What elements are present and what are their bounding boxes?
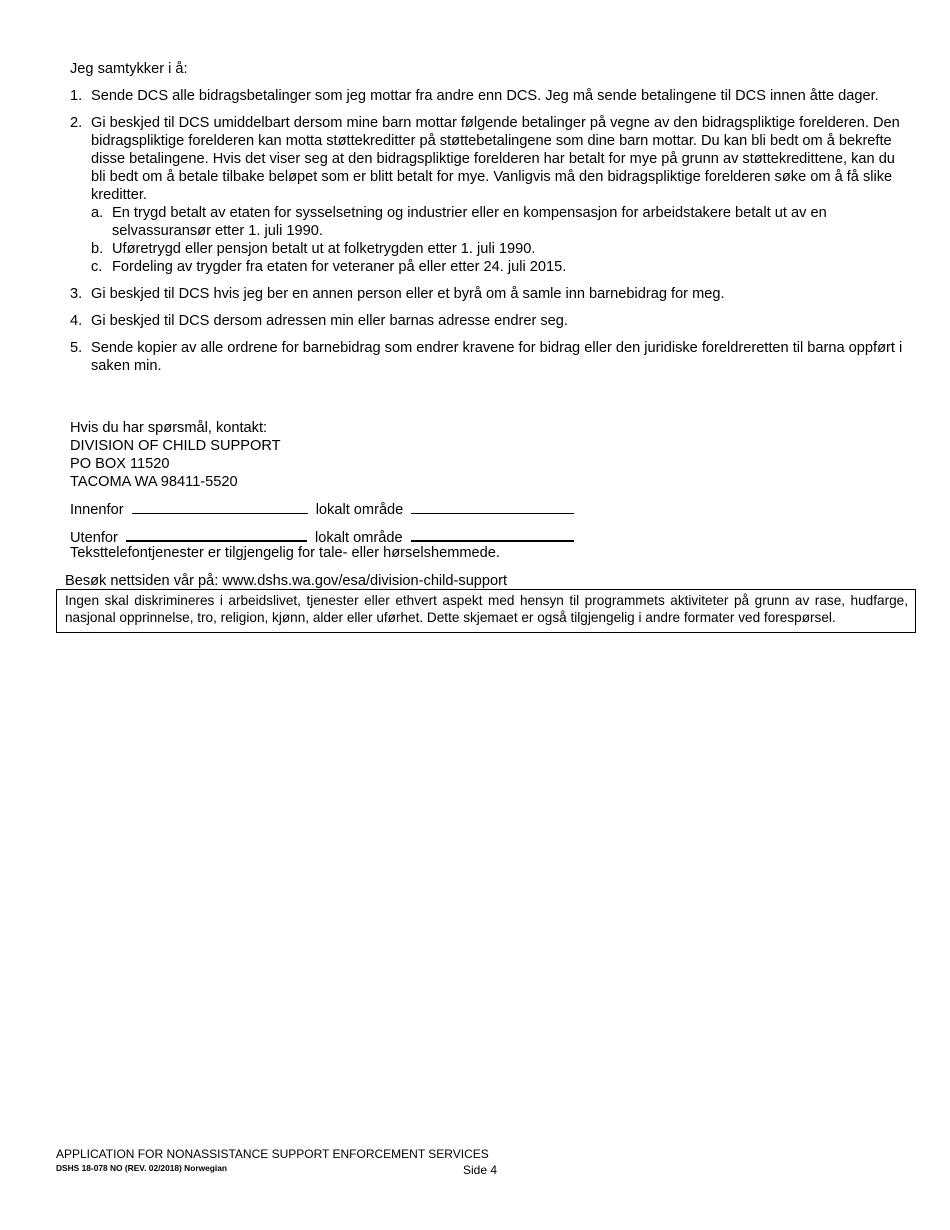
item-text: Gi beskjed til DCS dersom adressen min eller barnas adresse endrer seg. xyxy=(91,313,568,329)
phone-outside-row xyxy=(70,526,574,544)
consent-item-1 xyxy=(70,87,906,105)
sub-item-c xyxy=(91,258,906,276)
sub-item-letter: a. xyxy=(91,205,104,221)
sub-item-letter: c. xyxy=(91,259,103,275)
item-number: 3. xyxy=(70,286,83,302)
item-number: 5. xyxy=(70,340,83,356)
consent-item-3 xyxy=(70,285,906,303)
item-text: Sende DCS alle bidragsbetalinger som jeg mottar fra andre enn DCS. Jeg må sende betalingene til DCS innen åtte dager. xyxy=(91,88,879,104)
consent-list xyxy=(70,87,906,384)
outside-phone-blank[interactable] xyxy=(126,526,307,542)
item-number: 4. xyxy=(70,313,83,329)
contact-pobox: PO BOX 11520 xyxy=(70,456,170,472)
sub-item-text: En trygd betalt av etaten for sysselsetning og industrier eller en kompensasjon for arbeidstakere betalt ut av en selvassuransør etter 1. juli 1990. xyxy=(112,205,827,239)
footer-title: APPLICATION FOR NONASSISTANCE SUPPORT ENFORCEMENT SERVICES xyxy=(56,1147,489,1161)
tty-note: Teksttelefontjenester er tilgjengelig for tale- eller hørselshemmede. xyxy=(70,545,500,561)
contact-org: DIVISION OF CHILD SUPPORT xyxy=(70,438,281,454)
phone-inside-row xyxy=(70,499,574,517)
inside-label: Innenfor xyxy=(70,502,124,518)
item-text: Gi beskjed til DCS umiddelbart dersom mine barn mottar følgende betalinger på vegne av den bidragspliktige forelderen. Den bidragspliktige forelderen kan motta støttekreditter på støttebetalingene som dine barn mottar. Du kan bli bedt om å bekrefte disse betalingene. Hvis det viser seg at den bidragspliktige forelderen har betalt for mye på grunn av støttekredittene, kan du bli bedt om å betale tilbake beløpet som er blitt betalt for mye. Vanligvis må den bidragspliktige forelderen søke om å få slike kreditter. xyxy=(91,115,900,203)
item-text: Gi beskjed til DCS hvis jeg ber en annen person eller et byrå om å samle inn barnebidrag for meg. xyxy=(91,286,725,302)
contact-block xyxy=(70,419,281,491)
item-number: 1. xyxy=(70,88,83,104)
consent-item-5 xyxy=(70,339,906,375)
intro-text: Jeg samtykker i å: xyxy=(70,61,188,77)
nondiscrimination-notice: Ingen skal diskrimineres i arbeidslivet, tjenester eller ethvert aspekt med hensyn til programmets aktiviteter på grunn av rase, hudfarge, nasjonal opprinnelse, tro, religion, kjønn, alder eller uførhet. Dette skjemaet er også tilgjengelig i andre formater ved forespørsel. xyxy=(56,589,916,633)
inside-phone-blank[interactable] xyxy=(132,499,308,514)
consent-item-4 xyxy=(70,312,906,330)
local-area-label: lokalt område xyxy=(314,530,403,546)
sub-item-letter: b. xyxy=(91,241,104,257)
contact-heading: Hvis du har spørsmål, kontakt: xyxy=(70,420,268,436)
consent-item-2 xyxy=(70,114,906,276)
website-line: Besøk nettsiden vår på: www.dshs.wa.gov/esa/division-child-support xyxy=(65,573,508,589)
footer-form-id: DSHS 18-078 NO (REV. 02/2018) Norwegian xyxy=(56,1163,227,1173)
item-text: Sende kopier av alle ordrene for barnebidrag som endrer kravene for bidrag eller den juridiske foreldreretten til barna oppført i saken min. xyxy=(91,340,903,374)
sub-item-text: Uføretrygd eller pensjon betalt ut at folketrygden etter 1. juli 1990. xyxy=(112,241,536,257)
sub-item-a xyxy=(91,204,906,240)
payment-types-list xyxy=(91,204,906,276)
inside-local-blank[interactable] xyxy=(411,499,574,514)
sub-item-b xyxy=(91,240,906,258)
outside-local-blank[interactable] xyxy=(411,526,574,542)
page-number: Side 4 xyxy=(463,1163,498,1177)
local-area-label: lokalt område xyxy=(315,502,404,518)
item-number: 2. xyxy=(70,115,83,131)
contact-city: TACOMA WA 98411-5520 xyxy=(70,474,238,490)
outside-label: Utenfor xyxy=(70,530,118,546)
sub-item-text: Fordeling av trygder fra etaten for veteraner på eller etter 24. juli 2015. xyxy=(112,259,567,275)
